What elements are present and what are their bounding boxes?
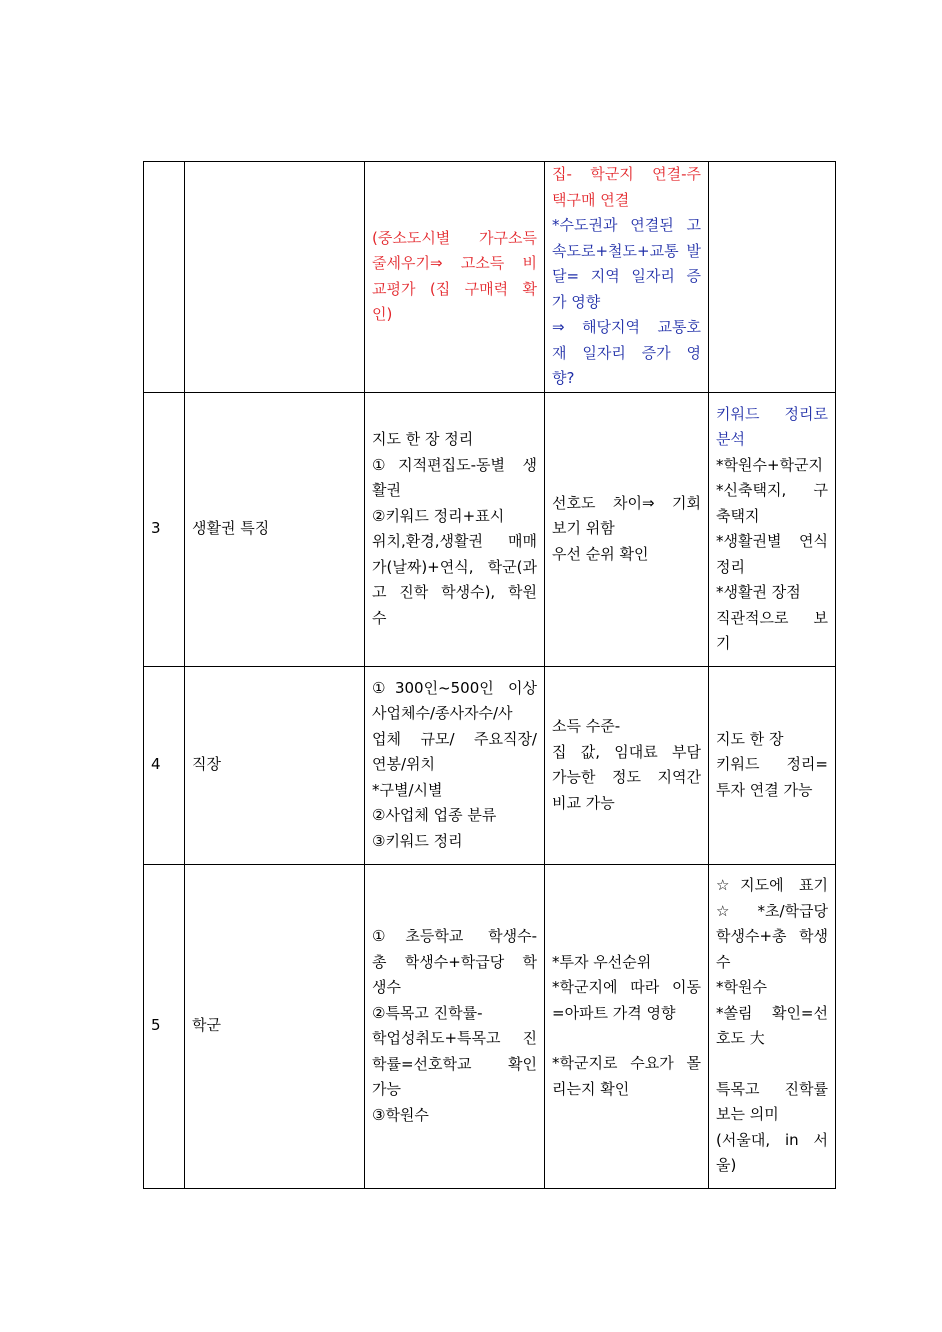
- text-line: 지도 한 장 정리: [372, 430, 474, 448]
- purpose-cell: [545, 666, 709, 864]
- text-line: *쏠림 확인=선: [716, 1003, 828, 1022]
- topic-cell: 생활권 특징: [185, 392, 365, 666]
- text-line: 정리: [716, 557, 745, 576]
- topic-cell: [185, 162, 365, 393]
- text-line: *학원수: [716, 978, 767, 997]
- row-number-cell: 3: [144, 392, 185, 666]
- note-cell: [709, 392, 836, 666]
- text-line: 지도 한 장: [716, 729, 784, 748]
- text-line: 선호도 차이⇒ 기회: [552, 493, 701, 512]
- text-line: (중소도시별 가구소득: [372, 228, 537, 247]
- text-line: 키워드 정리=: [716, 755, 828, 774]
- text-line: 투자 연결 가능: [716, 780, 813, 799]
- text-line: ②키워드 정리+표시: [372, 506, 505, 525]
- text-line: 사업체수/종사자수/사: [372, 704, 513, 723]
- text-line: 분석: [716, 430, 745, 448]
- row-number-cell: 5: [144, 864, 185, 1188]
- text-line: 향?: [552, 369, 575, 387]
- note-cell: [709, 666, 836, 864]
- text-line: 고 진학 학생수), 학원: [372, 583, 537, 601]
- text-line: 기: [716, 634, 731, 652]
- text-line: ②특목고 진학률-: [372, 1003, 483, 1022]
- text-line: 보는 의미: [716, 1105, 779, 1124]
- text-line: ⇒ 해당지역 교통호: [552, 318, 701, 336]
- text-line: 생수: [372, 978, 401, 996]
- text-line: 키워드 정리로: [716, 404, 828, 423]
- text-line: 교평가 (집 구매력 확: [372, 279, 537, 298]
- text-line: 인): [372, 305, 393, 324]
- text-line: 위치,환경,생활권 매매: [372, 532, 537, 550]
- text-line: *신축택지, 구: [716, 481, 828, 499]
- text-line: ①지적편집도-동별 생: [372, 455, 537, 474]
- topic-cell: 직장: [185, 666, 365, 864]
- text-line: 리는지 확인: [552, 1079, 630, 1098]
- text-line: 가 영향: [552, 292, 601, 311]
- text-line: 학업성취도+특목고 진: [372, 1029, 537, 1047]
- text-line: ☆지도에 표기: [716, 876, 828, 895]
- method-cell: [365, 666, 545, 864]
- text-line: 집 값, 임대료 부담: [552, 742, 701, 761]
- text-line: *생활권별 연식: [716, 532, 828, 550]
- text-line: *수도권과 연결된 고: [552, 216, 701, 234]
- text-line: *생활권 장점: [716, 583, 801, 601]
- text-line: ②사업체 업종 분류: [372, 806, 497, 825]
- text-line: 가(날짜)+연식, 학군(과: [372, 557, 537, 576]
- text-line: ③키워드 정리: [372, 831, 463, 850]
- text-line: 달= 지역 일자리 증: [552, 267, 701, 285]
- text-line: 학률=선호학교 확인: [372, 1054, 537, 1073]
- table-row: [144, 864, 836, 1188]
- text-line: *투자 우선순위: [552, 952, 652, 971]
- table-row: [144, 162, 836, 393]
- method-cell: [365, 162, 545, 393]
- text-line: 수: [716, 952, 731, 971]
- text-line: ①300인~500인 이상: [372, 678, 537, 697]
- text-line: 집- 학군지 연결-주: [552, 165, 701, 183]
- purpose-cell: [545, 392, 709, 666]
- text-line: 택구매 연결: [552, 190, 630, 209]
- text-line: 활권: [372, 481, 401, 499]
- method-cell: [365, 392, 545, 666]
- text-line: 속도로+철도+교통 발: [552, 241, 701, 260]
- purpose-cell: [545, 162, 709, 393]
- text-line: ☆*초/학급당: [716, 901, 828, 920]
- text-line: 소득 수준-: [552, 717, 621, 735]
- row-number-cell: 4: [144, 666, 185, 864]
- text-line: *학군지에 따라 이동: [552, 978, 701, 997]
- note-cell: [709, 864, 836, 1188]
- text-line: 호도 大: [716, 1029, 765, 1048]
- text-line: 가능: [372, 1080, 401, 1098]
- note-cell: [709, 162, 836, 393]
- text-line: 특목고 진학률: [716, 1079, 828, 1098]
- text-line: 가능한 정도 지역간: [552, 768, 701, 786]
- content-table: [143, 161, 836, 1189]
- table-row: [144, 666, 836, 864]
- text-line: 업체 규모/ 주요직장/: [372, 729, 537, 748]
- text-line: 울): [716, 1156, 737, 1175]
- text-line: *구별/시별: [372, 780, 443, 799]
- text-line: 보기 위함: [552, 519, 615, 538]
- text-line: 비교 가능: [552, 793, 615, 812]
- text-line: 축택지: [716, 506, 760, 525]
- purpose-cell: [545, 864, 709, 1188]
- text-line: 줄세우기⇒ 고소득 비: [372, 254, 537, 273]
- text-line: *학원수+학군지: [716, 455, 824, 474]
- method-cell: [365, 864, 545, 1188]
- text-line: =아파트 가격 영향: [552, 1003, 676, 1022]
- text-line: 우선 순위 확인: [552, 544, 649, 563]
- topic-cell: 학군: [185, 864, 365, 1188]
- text-line: 연봉/위치: [372, 755, 436, 774]
- text-line: 직관적으로 보: [716, 608, 828, 627]
- text-line: ③학원수: [372, 1105, 429, 1124]
- table-row: [144, 392, 836, 666]
- text-line: *학군지로 수요가 몰: [552, 1054, 701, 1073]
- text-line: (서울대, in 서: [716, 1130, 828, 1149]
- text-line: 재 일자리 증가 영: [552, 343, 701, 362]
- text-line: 학생수+총 학생: [716, 927, 828, 946]
- row-number-cell: [144, 162, 185, 393]
- text-line: 수: [372, 608, 387, 627]
- text-line: 총 학생수+학급당 학: [372, 952, 537, 971]
- text-line: ①초등학교 학생수-: [372, 927, 537, 945]
